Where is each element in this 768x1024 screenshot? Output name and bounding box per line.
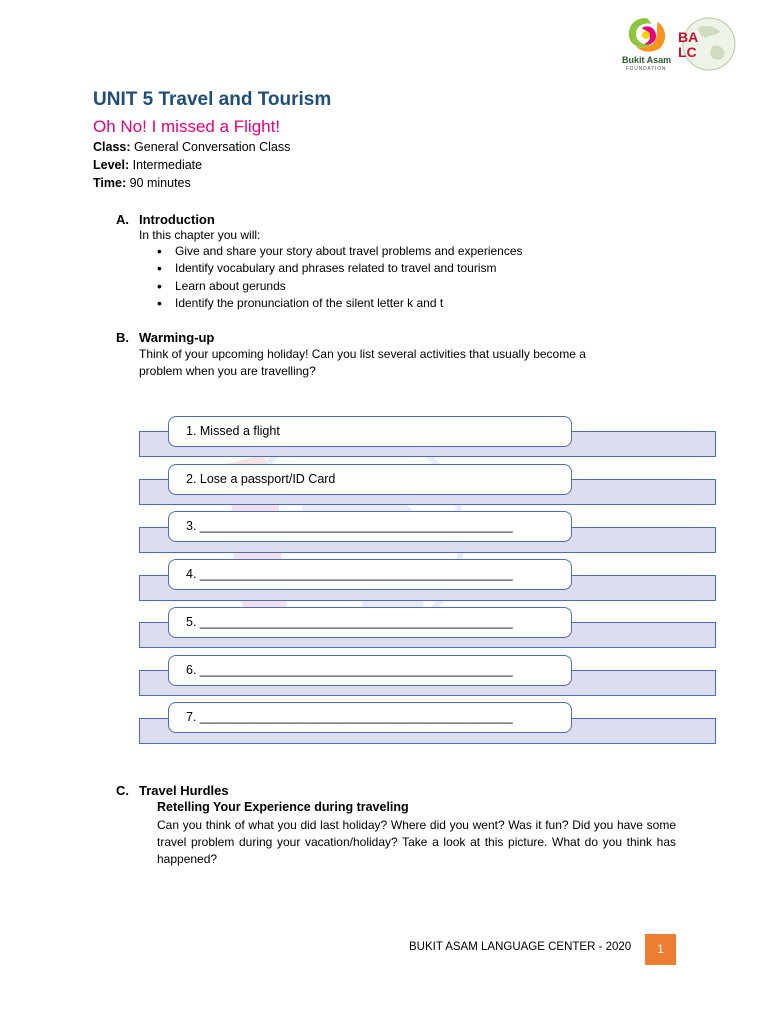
- section-c-letter: C.: [116, 783, 129, 798]
- lesson-subtitle: Oh No! I missed a Flight!: [93, 117, 281, 136]
- answer-box-1: 1. Missed a flight: [168, 416, 572, 447]
- level-label: Level:: [93, 158, 130, 172]
- time-value: 90 minutes: [129, 176, 191, 190]
- bukit-asam-name: Bukit Asam: [622, 55, 672, 65]
- bukit-asam-sub: FOUNDATION: [625, 66, 667, 72]
- balc-letters-top: BA: [678, 29, 699, 45]
- balc-letters: [678, 30, 698, 60]
- time-label: Time:: [93, 176, 127, 190]
- page-number: 1: [645, 934, 676, 965]
- list-item: • Identify the pronunciation of the silent letter k and t: [139, 295, 523, 312]
- list-item: • Learn about gerunds: [139, 278, 523, 295]
- section-a-lead: In this chapter you will:: [139, 228, 261, 242]
- balc-letters-bottom: LC: [678, 44, 697, 60]
- balc-logo: [676, 14, 738, 74]
- footer-text: BUKIT ASAM LANGUAGE CENTER - 2020: [409, 941, 632, 953]
- section-b-line2: problem when you are travelling?: [139, 364, 316, 378]
- time-line: [93, 176, 191, 190]
- level-line: [93, 158, 202, 172]
- answer-box-4[interactable]: 4. _____________________________________________: [168, 559, 572, 590]
- list-item: • Identify vocabulary and phrases related to travel and tourism: [139, 260, 523, 277]
- answer-box-2: 2. Lose a passport/ID Card: [168, 464, 572, 495]
- section-c-title: Travel Hurdles: [139, 783, 229, 798]
- class-value: General Conversation Class: [134, 140, 291, 154]
- section-a-title: Introduction: [139, 212, 215, 227]
- answer-box-3[interactable]: 3. _____________________________________________: [168, 511, 572, 542]
- intro-bullet-list: [139, 243, 523, 312]
- bukit-asam-swirl-icon: [622, 14, 670, 56]
- section-b-title: Warming-up: [139, 330, 215, 345]
- class-line: [93, 140, 290, 154]
- class-label: Class:: [93, 140, 131, 154]
- answer-box-7[interactable]: 7. _____________________________________________: [168, 702, 572, 733]
- section-b-letter: B.: [116, 330, 129, 345]
- unit-title: UNIT 5 Travel and Tourism: [93, 89, 332, 110]
- answer-box-6[interactable]: 6. _____________________________________________: [168, 655, 572, 686]
- section-c-paragraph: Can you think of what you did last holiday? Where did you went? Was it fun? Did you have some travel problem during your vacation/holiday? Take a look at this picture. What do you think has happened?: [157, 818, 676, 866]
- section-a-letter: A.: [116, 212, 129, 227]
- list-item: • Give and share your story about travel problems and experiences: [139, 243, 523, 260]
- bukit-asam-logo: [622, 14, 670, 74]
- answer-box-5[interactable]: 5. _____________________________________________: [168, 607, 572, 638]
- section-c-subheading: Retelling Your Experience during traveling: [157, 800, 409, 814]
- section-b-line1: Think of your upcoming holiday! Can you list several activities that usually become a: [139, 347, 586, 361]
- level-value: Intermediate: [132, 158, 203, 172]
